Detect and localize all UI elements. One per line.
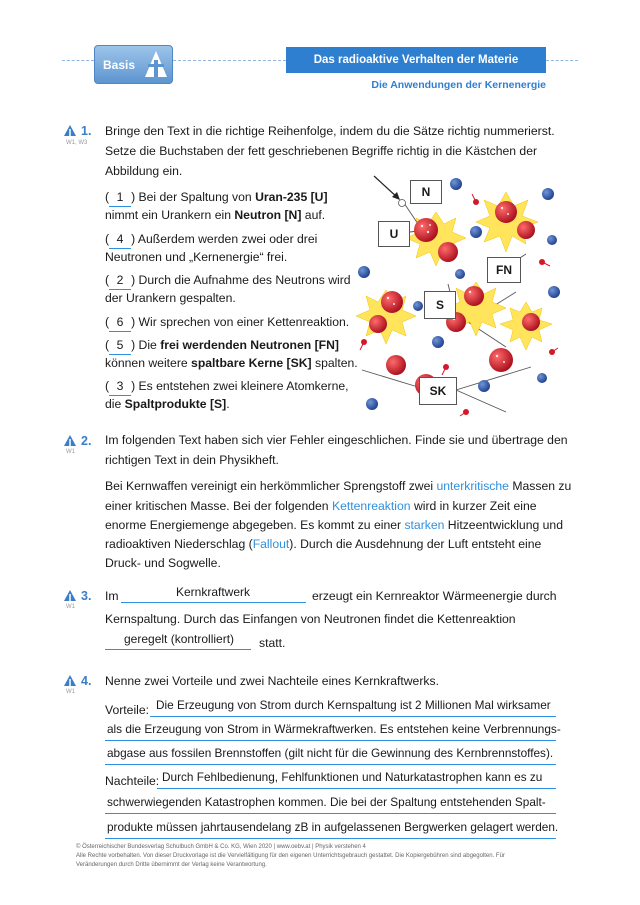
answer-underline [105, 838, 556, 839]
sentence-number-field[interactable]: 4 [109, 230, 131, 249]
sentence-4-line-1: ( 6 ) Wir sprechen von einer Kettenreaktion. [105, 313, 349, 332]
nachteile-answer-line[interactable]: Durch Fehlbedienung, Fehlfunktionen und Naturkatastrophen kann es zu [162, 770, 543, 784]
difficulty-triangle-icon [63, 434, 77, 447]
answer-geregelt[interactable]: geregelt (kontrolliert) [124, 632, 235, 646]
answer-underline [105, 649, 251, 650]
difficulty-triangle-icon [63, 674, 77, 687]
task-2-number: 2. [81, 434, 92, 448]
answer-kernkraftwerk[interactable]: Kernkraftwerk [176, 585, 251, 599]
sentence-1-line-1: ( 1 ) Bei der Spaltung von Uran-235 [U] [105, 188, 328, 207]
task-3-text-im: Im [105, 589, 119, 603]
vorteile-answer-line[interactable]: abgase aus fossilen Brennstoffen (gilt nicht für die Gewinnung des Kernbrennstoffes). [107, 746, 554, 760]
footer-rights: Alle Rechte vorbehalten. Von dieser Druckvorlage ist die Vervielfältigung für den eigenen Unterrichtsgebrauch gestattet. Die Kopiergebühren sind abgegolten. Für [76, 853, 505, 859]
sentence-number-field[interactable]: 5 [109, 336, 131, 355]
answer-underline [105, 813, 556, 814]
nachteile-label: Nachteile: [105, 774, 160, 788]
footer-disclaimer: Veränderungen durch Dritte übernimmt der Verlag keine Verantwortung. [76, 862, 267, 868]
task-2-text-line: einer kritischen Masse. Bei der folgenden Kettenreaktion wird in kurzer Zeit eine [105, 499, 537, 513]
task-4-intro: Nenne zwei Vorteile und zwei Nachteile eines Kernkraftwerks. [105, 674, 439, 688]
task-1-number: 1. [81, 124, 92, 138]
answer-underline [150, 716, 556, 717]
header-dash-middle [173, 60, 286, 61]
sentence-1-line-2: nimmt ein Urankern ein Neutron [N] auf. [105, 208, 326, 222]
task-2-text-line: Druck- und Sogwelle. [105, 556, 221, 570]
task-1-intro-line: Bringe den Text in die richtige Reihenfolge, indem du die Sätze richtig nummerierst. [105, 124, 555, 138]
task-2-intro-line: Im folgenden Text haben sich vier Fehler eingeschlichen. Finde sie und übertrage den [105, 433, 568, 447]
answer-underline [105, 740, 556, 741]
label-box-neutron[interactable]: N [410, 180, 442, 204]
task-3-text-line: erzeugt ein Kernreaktor Wärmeenergie durch [312, 589, 557, 603]
answer-underline [105, 764, 556, 765]
task-3-codes: W1 [66, 604, 75, 610]
task-3-text-statt: statt. [259, 636, 286, 650]
sentence-6-line-1: ( 3 ) Es entstehen zwei kleinere Atomkerne, [105, 377, 349, 396]
vorteile-label: Vorteile: [105, 703, 150, 717]
footer-copyright: © Österreichischer Bundesverlag Schulbuch GmbH & Co. KG, Wien 2020 | www.oebv.at | Physik verstehen 4 [76, 844, 366, 850]
triangle-logo-icon [144, 49, 168, 79]
task-2-codes: W1 [66, 449, 75, 455]
sentence-5-line-2: können weitere spaltbare Kerne [SK] spalten. [105, 356, 358, 370]
label-box-uranium[interactable]: U [378, 221, 410, 247]
sentence-6-line-2: die Spaltprodukte [S]. [105, 397, 230, 411]
basis-logo [94, 45, 173, 84]
sentence-2-line-1: ( 4 ) Außerdem werden zwei oder drei [105, 230, 317, 249]
corrected-word: Fallout [252, 537, 290, 551]
task-3-number: 3. [81, 589, 92, 603]
sentence-number-field[interactable]: 6 [109, 313, 131, 332]
page-title: Das radioaktive Verhalten der Materie [286, 47, 546, 73]
corrected-word: unterkritische [436, 479, 509, 493]
label-box-free-neutrons[interactable]: FN [487, 257, 521, 283]
header-dash-left [62, 60, 94, 61]
task-4-codes: W1 [66, 689, 75, 695]
sentence-3-line-1: ( 2 ) Durch die Aufnahme des Neutrons wird [105, 271, 351, 290]
task-1-intro-line: Abbildung ein. [105, 164, 183, 178]
sentence-number-field[interactable]: 2 [109, 271, 131, 290]
header-dash-right [546, 60, 578, 61]
task-2-intro-line: richtigen Text in dein Physikheft. [105, 453, 279, 467]
label-box-fissionable-nuclei[interactable]: SK [419, 377, 457, 405]
task-2-text-line: enorme Energiemenge abgegeben. Es kommt zu einer starken Hitzeentwicklung und [105, 518, 563, 532]
task-1-intro-line: Setze die Buchstaben der fett geschriebenen Begriffe richtig in die Kästchen der [105, 144, 538, 158]
answer-underline [121, 602, 306, 603]
page-subtitle: Die Anwendungen der Kernenergie [371, 79, 546, 91]
sentence-number-field[interactable]: 3 [109, 377, 131, 396]
task-3-text-line: Kernspaltung. Durch das Einfangen von Neutronen findet die Kettenreaktion [105, 612, 516, 626]
answer-underline [157, 788, 556, 789]
task-2-text-line: radioaktiven Niederschlag (Fallout). Durch die Ausdehnung der Luft entsteht eine [105, 537, 542, 551]
sentence-3-line-2: der Urankern gespalten. [105, 291, 236, 305]
corrected-word: Kettenreaktion [331, 499, 411, 513]
task-4-number: 4. [81, 674, 92, 688]
fission-chain-illustration [356, 172, 564, 420]
task-1-codes: W1, W3 [66, 140, 88, 146]
label-box-fission-products[interactable]: S [424, 291, 456, 319]
difficulty-triangle-icon [63, 124, 77, 137]
difficulty-triangle-icon [63, 589, 77, 602]
nachteile-answer-line[interactable]: schwerwiegenden Katastrophen kommen. Die bei der Spaltung entstehenden Spalt- [107, 795, 546, 809]
sentence-number-field[interactable]: 1 [109, 188, 131, 207]
logo-text: Basis [103, 58, 136, 72]
task-2-text-line: Bei Kernwaffen vereinigt ein herkömmlicher Sprengstoff zwei unterkritische Massen zu [105, 479, 572, 493]
vorteile-answer-line[interactable]: Die Erzeugung von Strom durch Kernspaltung ist 2 Millionen Mal wirksamer [156, 698, 551, 712]
corrected-word: starken [404, 518, 445, 532]
vorteile-answer-line[interactable]: als die Erzeugung von Strom in Wärmekraftwerken. Es entstehen keine Verbrennungs- [107, 722, 561, 736]
sentence-2-line-2: Neutronen und „Kernenergie“ frei. [105, 250, 288, 264]
nachteile-answer-line[interactable]: produkte müssen jahrtausendelang zB in aufgelassenen Bergwerken gelagert werden. [107, 820, 559, 834]
sentence-5-line-1: ( 5 ) Die frei werdenden Neutronen [FN] [105, 336, 339, 355]
